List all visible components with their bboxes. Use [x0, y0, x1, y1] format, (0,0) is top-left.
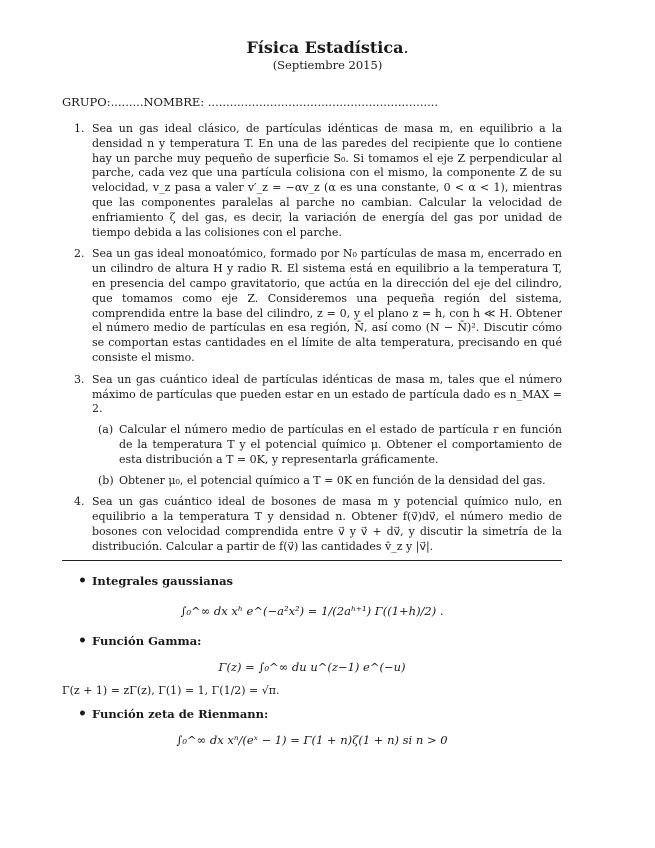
- gamma-properties: Γ(z + 1) = zΓ(z), Γ(1) = 1, Γ(1/2) = √π.: [62, 684, 280, 697]
- gamma-title: Función Gamma:: [92, 634, 202, 648]
- problem-3a: [92, 423, 562, 467]
- title-dot: .: [403, 38, 409, 57]
- exam-date: (Septiembre 2015): [272, 58, 383, 72]
- bullet-icon: •: [78, 706, 87, 722]
- problem-2: [62, 247, 562, 365]
- bullet-icon: •: [78, 633, 87, 649]
- gamma-heading: [62, 634, 562, 650]
- gauss-title: Integrales gaussianas: [92, 574, 233, 588]
- problem-3b: [92, 474, 562, 489]
- problem-text: Sea un gas ideal clásico, de partículas idénticas de masa m, en equilibrio a la densidad n y temperatura T. En una de las paredes del recipiente que lo contiene hay un parche muy pequeño de superficie S₀. Si tomamos el eje Z perpendicular al parche, cada vez que una partícula colisiona con el mismo, la componente Z de su velocidad, v_z pasa a valer v′_z = −αv_z (α es una constante, 0 < α < 1), mientras que las componentes paralelas al parche no cambian. Calcular la velocidad de enfriamiento ζ del gas, es decir, la variación de energía del gas por unidad de tiempo debida a las colisiones con el parche.: [92, 122, 562, 239]
- zeta-title: Función zeta de Rienmann:: [92, 707, 269, 721]
- part-label: (a): [98, 423, 114, 437]
- problem-text: Sea un gas ideal monoatómico, formado por N₀ partículas de masa m, encerrado en un cilindro de altura H y radio R. El sistema está en equilibrio a la temperatura T, en presencia del campo gravitatorio, que actúa en la dirección del eje del cilindro, que tomamos como eje Z. Consideremos una pequeña región del sistema, comprendida entre la base del cilindro, z = 0, y el plano z = h, con h ≪ H. Obtener el número medio de partículas en esa región, N̄, así como (N − N̄)². Discutir cómo se comportan estas cantidades en el límite de alta temperatura, precisando en qué consiste el mismo.: [92, 247, 562, 364]
- title-text: Física Estadística: [246, 38, 404, 57]
- bullet-icon: •: [78, 573, 87, 589]
- page-title: [0, 38, 655, 57]
- problem-4: [62, 495, 562, 554]
- problem-number: 2.: [74, 247, 85, 261]
- gauss-equation: ∫₀^∞ dx xʰ e^(−a²x²) = 1/(2aʰ⁺¹) Γ((1+h)/2) .: [180, 604, 444, 618]
- gauss-heading: [62, 574, 562, 590]
- problem-list: [62, 122, 562, 562]
- problem-number: 3.: [74, 372, 85, 386]
- part-text: Obtener μ₀, el potencial químico a T = 0K en función de la densidad del gas.: [119, 473, 546, 487]
- problem-text: Sea un gas cuántico ideal de bosones de masa m y potencial químico nulo, en equilibrio a la temperatura T y densidad n. Obtener f(v⃗)dv⃗, el número medio de bosones con velocidad comprendida entre v⃗ y v⃗ + dv⃗, y discutir la simetría de la distribución. Calcular a partir de f(v⃗) las cantidades v̄_z y |v⃗|.: [92, 495, 562, 553]
- problem-number: 1.: [74, 122, 85, 135]
- problem-number: 4.: [74, 495, 85, 509]
- zeta-equation: ∫₀^∞ dx xⁿ/(eˣ − 1) = Γ(1 + n)ζ(1 + n) si n > 0: [176, 733, 448, 747]
- problem-1: [62, 122, 562, 240]
- zeta-heading: [62, 707, 562, 723]
- problem-text: Sea un gas cuántico ideal de partículas idénticas de masa m, tales que el número máximo de partículas que pueden estar en un estado de partícula dado es n_MAX = 2.: [92, 372, 562, 416]
- part-label: (b): [98, 473, 114, 487]
- separator-rule: [62, 560, 562, 561]
- group-name-line: GRUPO:.........NOMBRE: ...............................................................: [62, 95, 439, 109]
- formula-sheet: [62, 574, 562, 747]
- problem-3: [62, 373, 562, 489]
- part-text: Calcular el número medio de partículas en el estado de partícula r en función de la temperatura T y el potencial químico μ. Obtener el comportamiento de esta distribución a T = 0K, y representarla gráficamente.: [119, 423, 562, 466]
- gamma-equation: Γ(z) = ∫₀^∞ du u^(z−1) e^(−u): [218, 660, 406, 674]
